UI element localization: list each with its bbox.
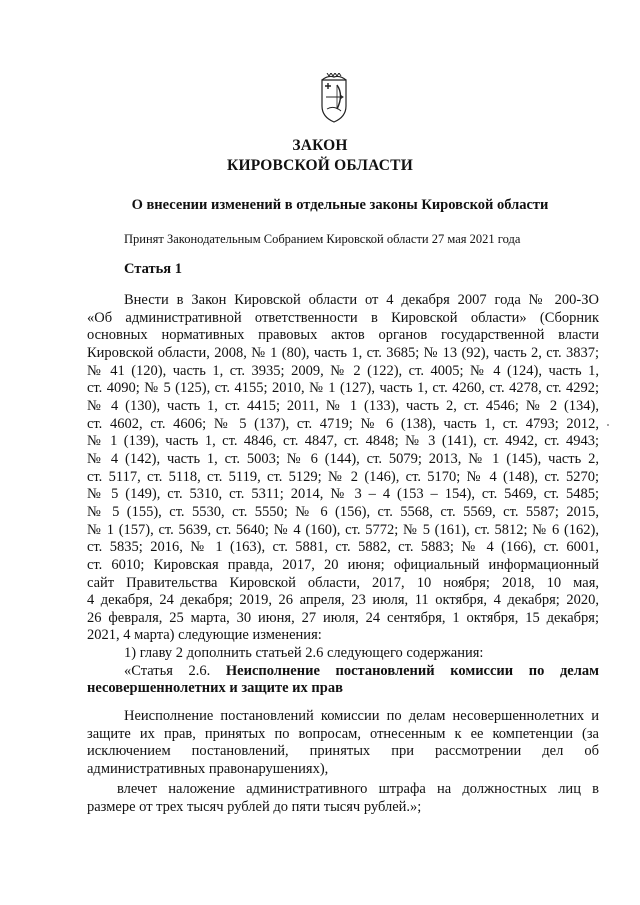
coat-of-arms-icon <box>318 73 350 125</box>
text-line: 2021, 4 марта) следующие изменения: <box>87 627 322 644</box>
new-article-title-cont: несовершеннолетних и защите их прав <box>87 680 343 697</box>
text-line: 4 декабря, 24 декабря; 2019, 26 апреля, 23 июля, 11 октября, 4 декабря; 2020, <box>87 592 599 609</box>
text-line: Кировской области, 2008, № 1 (80), часть 1, ст. 3685; № 13 (92), часть 2, ст. 3837; <box>87 344 599 361</box>
text-line: № 1 (139), часть 1, ст. 4846, ст. 4847, ст. 4848; № 3 (141), ст. 4942, ст. 4943; <box>87 433 599 450</box>
scan-speck <box>607 424 609 426</box>
text-line: № 41 (120), часть 1, ст. 3935; 2009, № 2 (122), ст. 4005; № 4 (124), часть 1, <box>87 362 599 379</box>
new-article-title: Неисполнение постановлений комиссии по делам <box>225 662 599 679</box>
text-line: № 5 (155), ст. 5530, ст. 5550; № 6 (156), ст. 5568, ст. 5569, ст. 5587; 2015, <box>87 503 599 520</box>
new-article-part1 <box>87 708 599 779</box>
text-line: Внести в Закон Кировской области от 4 декабря 2007 года № 200-ЗО <box>124 292 599 308</box>
text-line: административных правонарушениях), <box>87 760 329 777</box>
text-line: влечет наложение административного штрафа на должностных лиц в <box>117 781 599 797</box>
text-line: ст. 5835; 2016, № 1 (163), ст. 5881, ст. 5882, ст. 5883; № 4 (166), ст. 6001, <box>87 539 599 556</box>
text-line: защите их прав, принятых по вопросам, отнесенным к ее компетенции (за <box>87 725 599 742</box>
text-line: сайт Правительства Кировской области, 2017, 10 ноября; 2018, 10 мая, <box>87 574 599 591</box>
new-article-heading <box>87 663 599 681</box>
text-line: № 4 (130), часть 1, ст. 4415; 2011, № 1 (133), часть 2, ст. 4546; № 2 (134), <box>87 397 599 414</box>
new-article-part2 <box>87 781 599 816</box>
article-body <box>87 292 599 698</box>
text-line: исключением постановлений, принятых при рассмотрении дел об <box>87 743 599 760</box>
text-line: № 1 (157), ст. 5639, ст. 5640; № 4 (160), ст. 5772; № 5 (161), ст. 5812; № 6 (162), <box>87 521 599 538</box>
law-title: ЗАКОН <box>292 137 348 154</box>
amendment-item-1: 1) главу 2 дополнить статьей 2.6 следующего содержания: <box>124 645 484 662</box>
text-line: «Об административной ответственности в Кировской области» (Сборник <box>87 309 599 326</box>
text-line: ст. 4602, ст. 4606; № 5 (137), ст. 4719; № 6 (138), часть 1, ст. 4793; 2012, <box>87 415 599 432</box>
text-line: № 4 (142), часть 1, ст. 5003; № 6 (144), ст. 5079; 2013, № 1 (145), часть 2, <box>87 450 599 467</box>
text-line: ст. 6010; Кировская правда, 2017, 20 июня; официальный информационный <box>87 556 599 573</box>
text-line: ст. 4090; № 5 (125), ст. 4155; 2010, № 1 (127), часть 1, ст. 4260, ст. 4278, ст. 4292; <box>87 380 599 397</box>
new-article-number: «Статья 2.6. <box>124 662 211 679</box>
text-line: 26 февраля, 25 марта, 30 июня, 27 июля, 24 сентября, 1 октября, 15 декабря; <box>87 609 599 626</box>
article-heading: Статья 1 <box>124 261 182 277</box>
text-line: размере от трех тысяч рублей до пяти тысяч рублей.»; <box>87 798 422 815</box>
text-line: основных нормативных правовых актов органов государственной власти <box>87 327 599 344</box>
text-line: № 5 (149), ст. 5310, ст. 5311; 2014, № 3 – 4 (153 – 154), ст. 5469, ст. 5485; <box>87 486 599 503</box>
adoption-note: Принят Законодательным Собранием Кировской области 27 мая 2021 года <box>124 232 521 246</box>
law-region: КИРОВСКОЙ ОБЛАСТИ <box>227 157 413 174</box>
text-line: Неисполнение постановлений комиссии по делам несовершеннолетних и <box>124 708 599 724</box>
text-line: ст. 5117, ст. 5118, ст. 5119, ст. 5129; № 2 (146), ст. 5170; № 4 (148), ст. 5270; <box>87 468 599 485</box>
law-subtitle: О внесении изменений в отдельные законы Кировской области <box>131 197 549 213</box>
